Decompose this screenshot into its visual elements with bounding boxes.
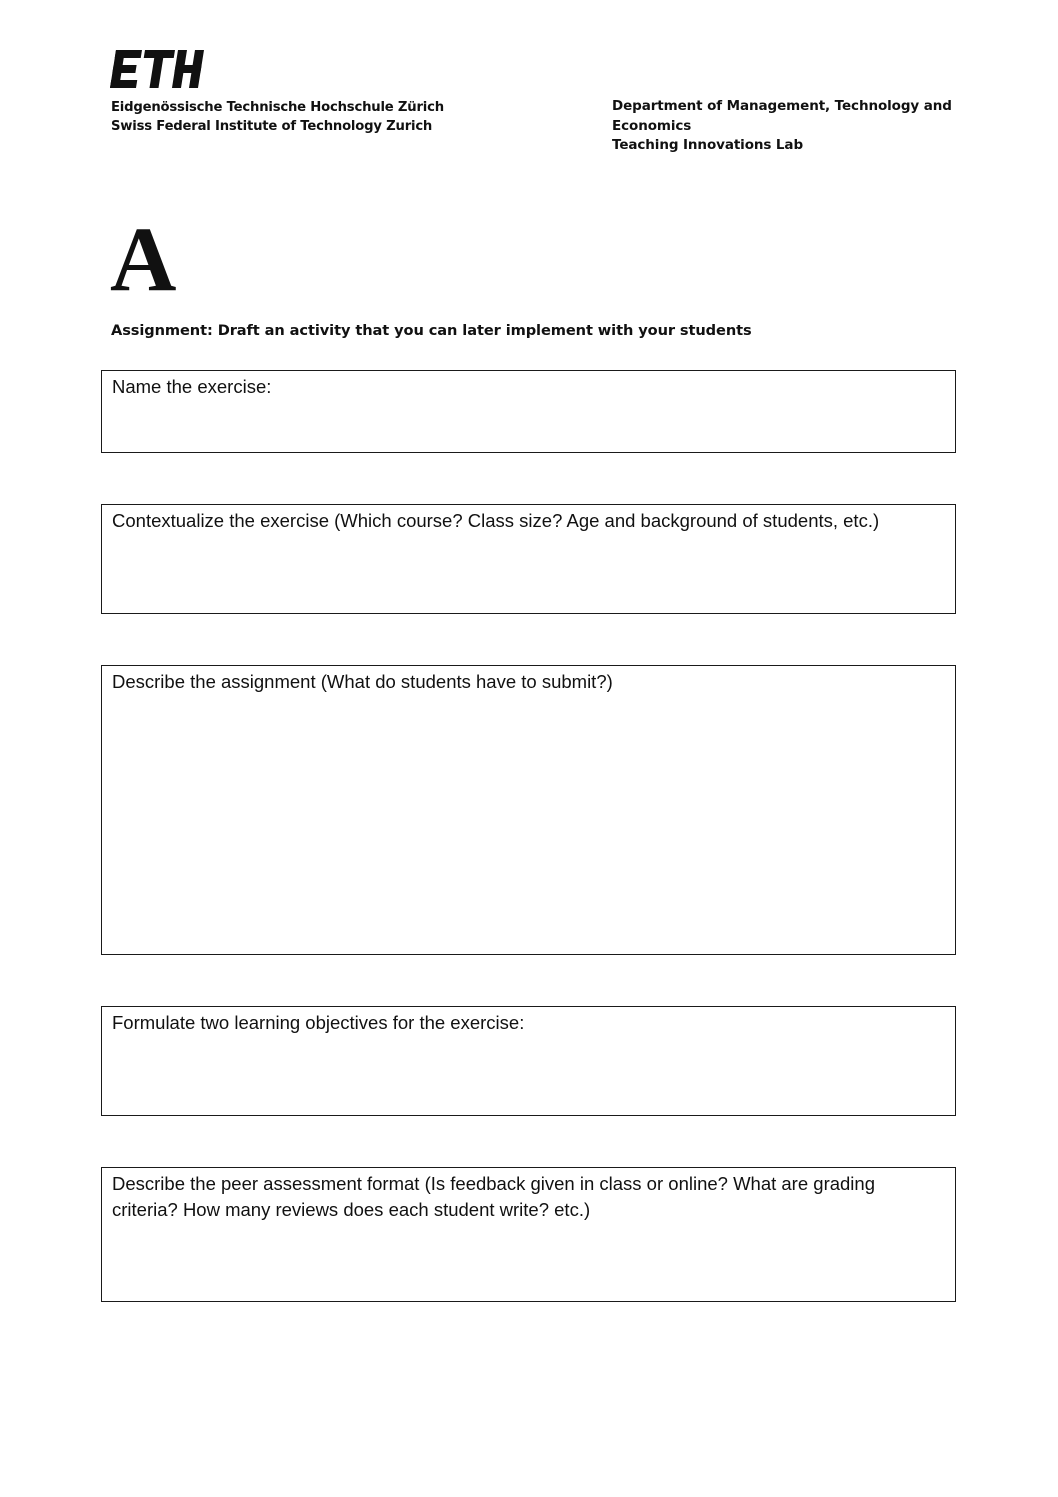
section-letter: A xyxy=(110,208,177,310)
exercise-name-label: Name the exercise: xyxy=(112,376,272,397)
learning-objectives-box[interactable] xyxy=(101,1006,956,1116)
learning-objectives-label: Formulate two learning objectives for the exercise: xyxy=(112,1012,525,1033)
eth-logo xyxy=(110,50,206,88)
peer-assessment-box[interactable] xyxy=(101,1167,956,1302)
exercise-name-box[interactable] xyxy=(101,370,956,453)
department-line-1: Department of Management, Technology and xyxy=(612,98,952,114)
assignment-description-label: Describe the assignment (What do students have to submit?) xyxy=(112,671,613,692)
assignment-instruction: Assignment: Draft an activity that you can later implement with your students xyxy=(111,322,752,339)
context-label: Contextualize the exercise (Which course? Class size? Age and background of students, etc.) xyxy=(112,510,880,531)
institution-name-german: Eidgenössische Technische Hochschule Zürich xyxy=(111,100,444,115)
institution-name-english: Swiss Federal Institute of Technology Zurich xyxy=(111,119,433,134)
department-line-2: Economics xyxy=(612,117,692,134)
assignment-description-box[interactable] xyxy=(101,665,956,955)
institution-name xyxy=(111,98,444,136)
context-box[interactable] xyxy=(101,504,956,614)
department-lab: Teaching Innovations Lab xyxy=(612,137,804,153)
department-name xyxy=(612,97,952,156)
peer-assessment-label: Describe the peer assessment format (Is feedback given in class or online? What are grading criteria? How many reviews does each student write? etc.) xyxy=(112,1173,875,1220)
